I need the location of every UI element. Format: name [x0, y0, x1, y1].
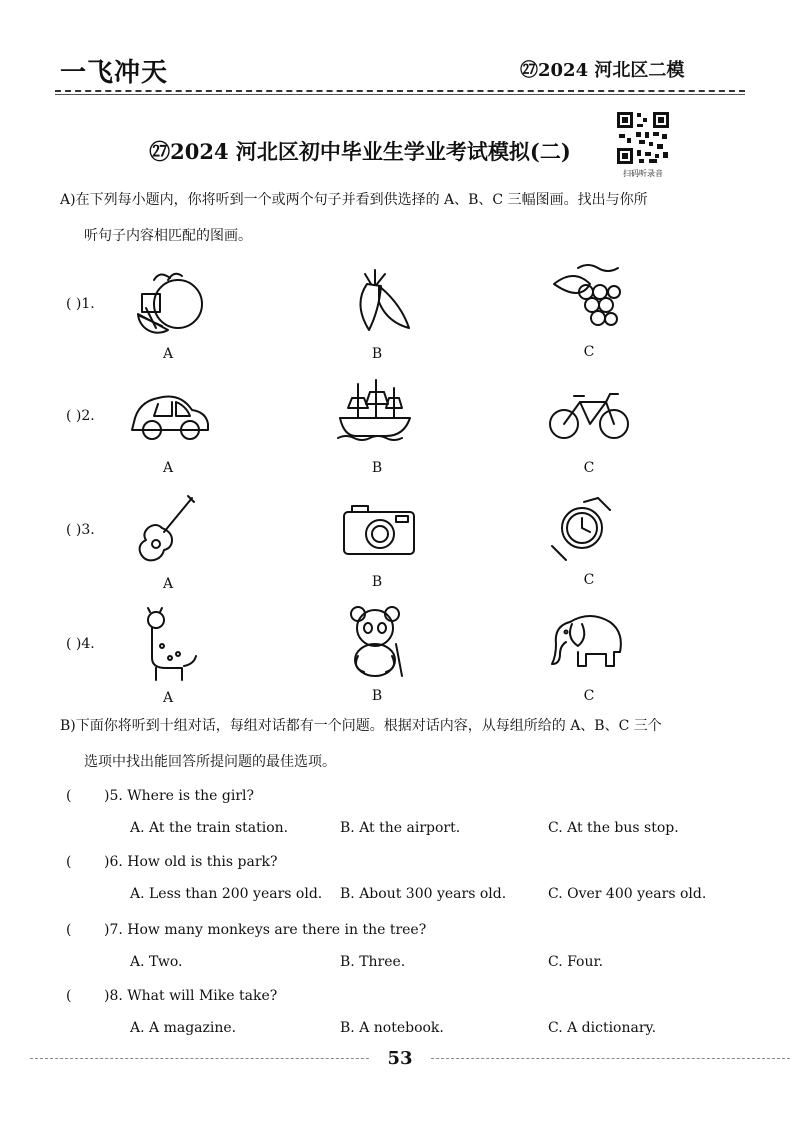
option-label-b: B — [371, 688, 383, 704]
section-b-instruction-2: 选项中找出能回答所提问题的最佳选项。 — [84, 754, 336, 770]
question-number: ( )1. — [66, 296, 95, 312]
question-number: ( )2. — [66, 408, 95, 424]
option-label-a: A — [162, 576, 174, 592]
fruit-basket-icon — [128, 264, 208, 340]
option-b[interactable]: B. A notebook. — [340, 1020, 444, 1036]
page-number: 53 — [370, 1048, 430, 1069]
option-b[interactable]: B. Three. — [340, 954, 406, 970]
header-divider-thin — [55, 94, 745, 95]
option-b[interactable]: B. At the airport. — [340, 820, 461, 836]
option-label-c: C — [583, 460, 595, 476]
watch-icon — [548, 496, 618, 562]
page-title: ㉗2024 河北区初中毕业生学业考试模拟(二) — [149, 139, 571, 164]
answer-paren: ( — [66, 988, 72, 1004]
option-c[interactable]: C. At the bus stop. — [548, 820, 679, 836]
option-a[interactable]: A. At the train station. — [130, 820, 289, 836]
grapes-icon — [548, 262, 624, 334]
question-stem: )8. What will Mike take? — [104, 988, 278, 1004]
option-label-b: B — [371, 346, 383, 362]
guitar-icon — [136, 494, 196, 564]
panda-icon — [346, 604, 406, 680]
car-icon — [128, 388, 212, 444]
option-label-a: A — [162, 460, 174, 476]
brand-logo: 一飞冲天 — [60, 58, 169, 88]
option-label-b: B — [371, 460, 383, 476]
header-divider — [55, 90, 745, 92]
carrot-icon — [345, 264, 415, 336]
option-a[interactable]: A. Two. — [130, 954, 183, 970]
option-a[interactable]: A. A magazine. — [130, 1020, 237, 1036]
bicycle-icon — [548, 388, 632, 442]
question-stem: )6. How old is this park? — [104, 854, 278, 870]
option-label-c: C — [583, 344, 595, 360]
ship-icon — [336, 378, 414, 444]
header-exam-label: ㉗2024 河北区二模 — [520, 60, 685, 81]
option-c[interactable]: C. Over 400 years old. — [548, 886, 707, 902]
section-b-instruction-1: B)下面你将听到十组对话，每组对话都有一个问题。根据对话内容，从每组所给的 A、B、C 三个 — [60, 718, 662, 734]
question-stem: )7. How many monkeys are there in the tree? — [104, 922, 427, 938]
question-number: ( )3. — [66, 522, 95, 538]
answer-paren: ( — [66, 788, 72, 804]
qr-code-icon[interactable] — [615, 110, 671, 166]
question-number: ( )4. — [66, 636, 95, 652]
section-a-instruction-1: A)在下列每小题内，你将听到一个或两个句子并看到供选择的 A、B、C 三幅图画。找出与你所 — [60, 192, 648, 208]
question-stem: )5. Where is the girl? — [104, 788, 254, 804]
option-label-c: C — [583, 572, 595, 588]
section-a-instruction-2: 听句子内容相匹配的图画。 — [84, 228, 252, 244]
camera-icon — [340, 502, 418, 558]
option-a[interactable]: A. Less than 200 years old. — [130, 886, 323, 902]
option-label-a: A — [162, 346, 174, 362]
giraffe-icon — [140, 606, 200, 682]
qr-caption: 扫码听录音 — [623, 169, 663, 178]
option-b[interactable]: B. About 300 years old. — [340, 886, 507, 902]
elephant-icon — [550, 610, 624, 670]
option-label-a: A — [162, 690, 174, 706]
option-label-c: C — [583, 688, 595, 704]
option-c[interactable]: C. Four. — [548, 954, 604, 970]
answer-paren: ( — [66, 922, 72, 938]
option-label-b: B — [371, 574, 383, 590]
option-c[interactable]: C. A dictionary. — [548, 1020, 657, 1036]
answer-paren: ( — [66, 854, 72, 870]
